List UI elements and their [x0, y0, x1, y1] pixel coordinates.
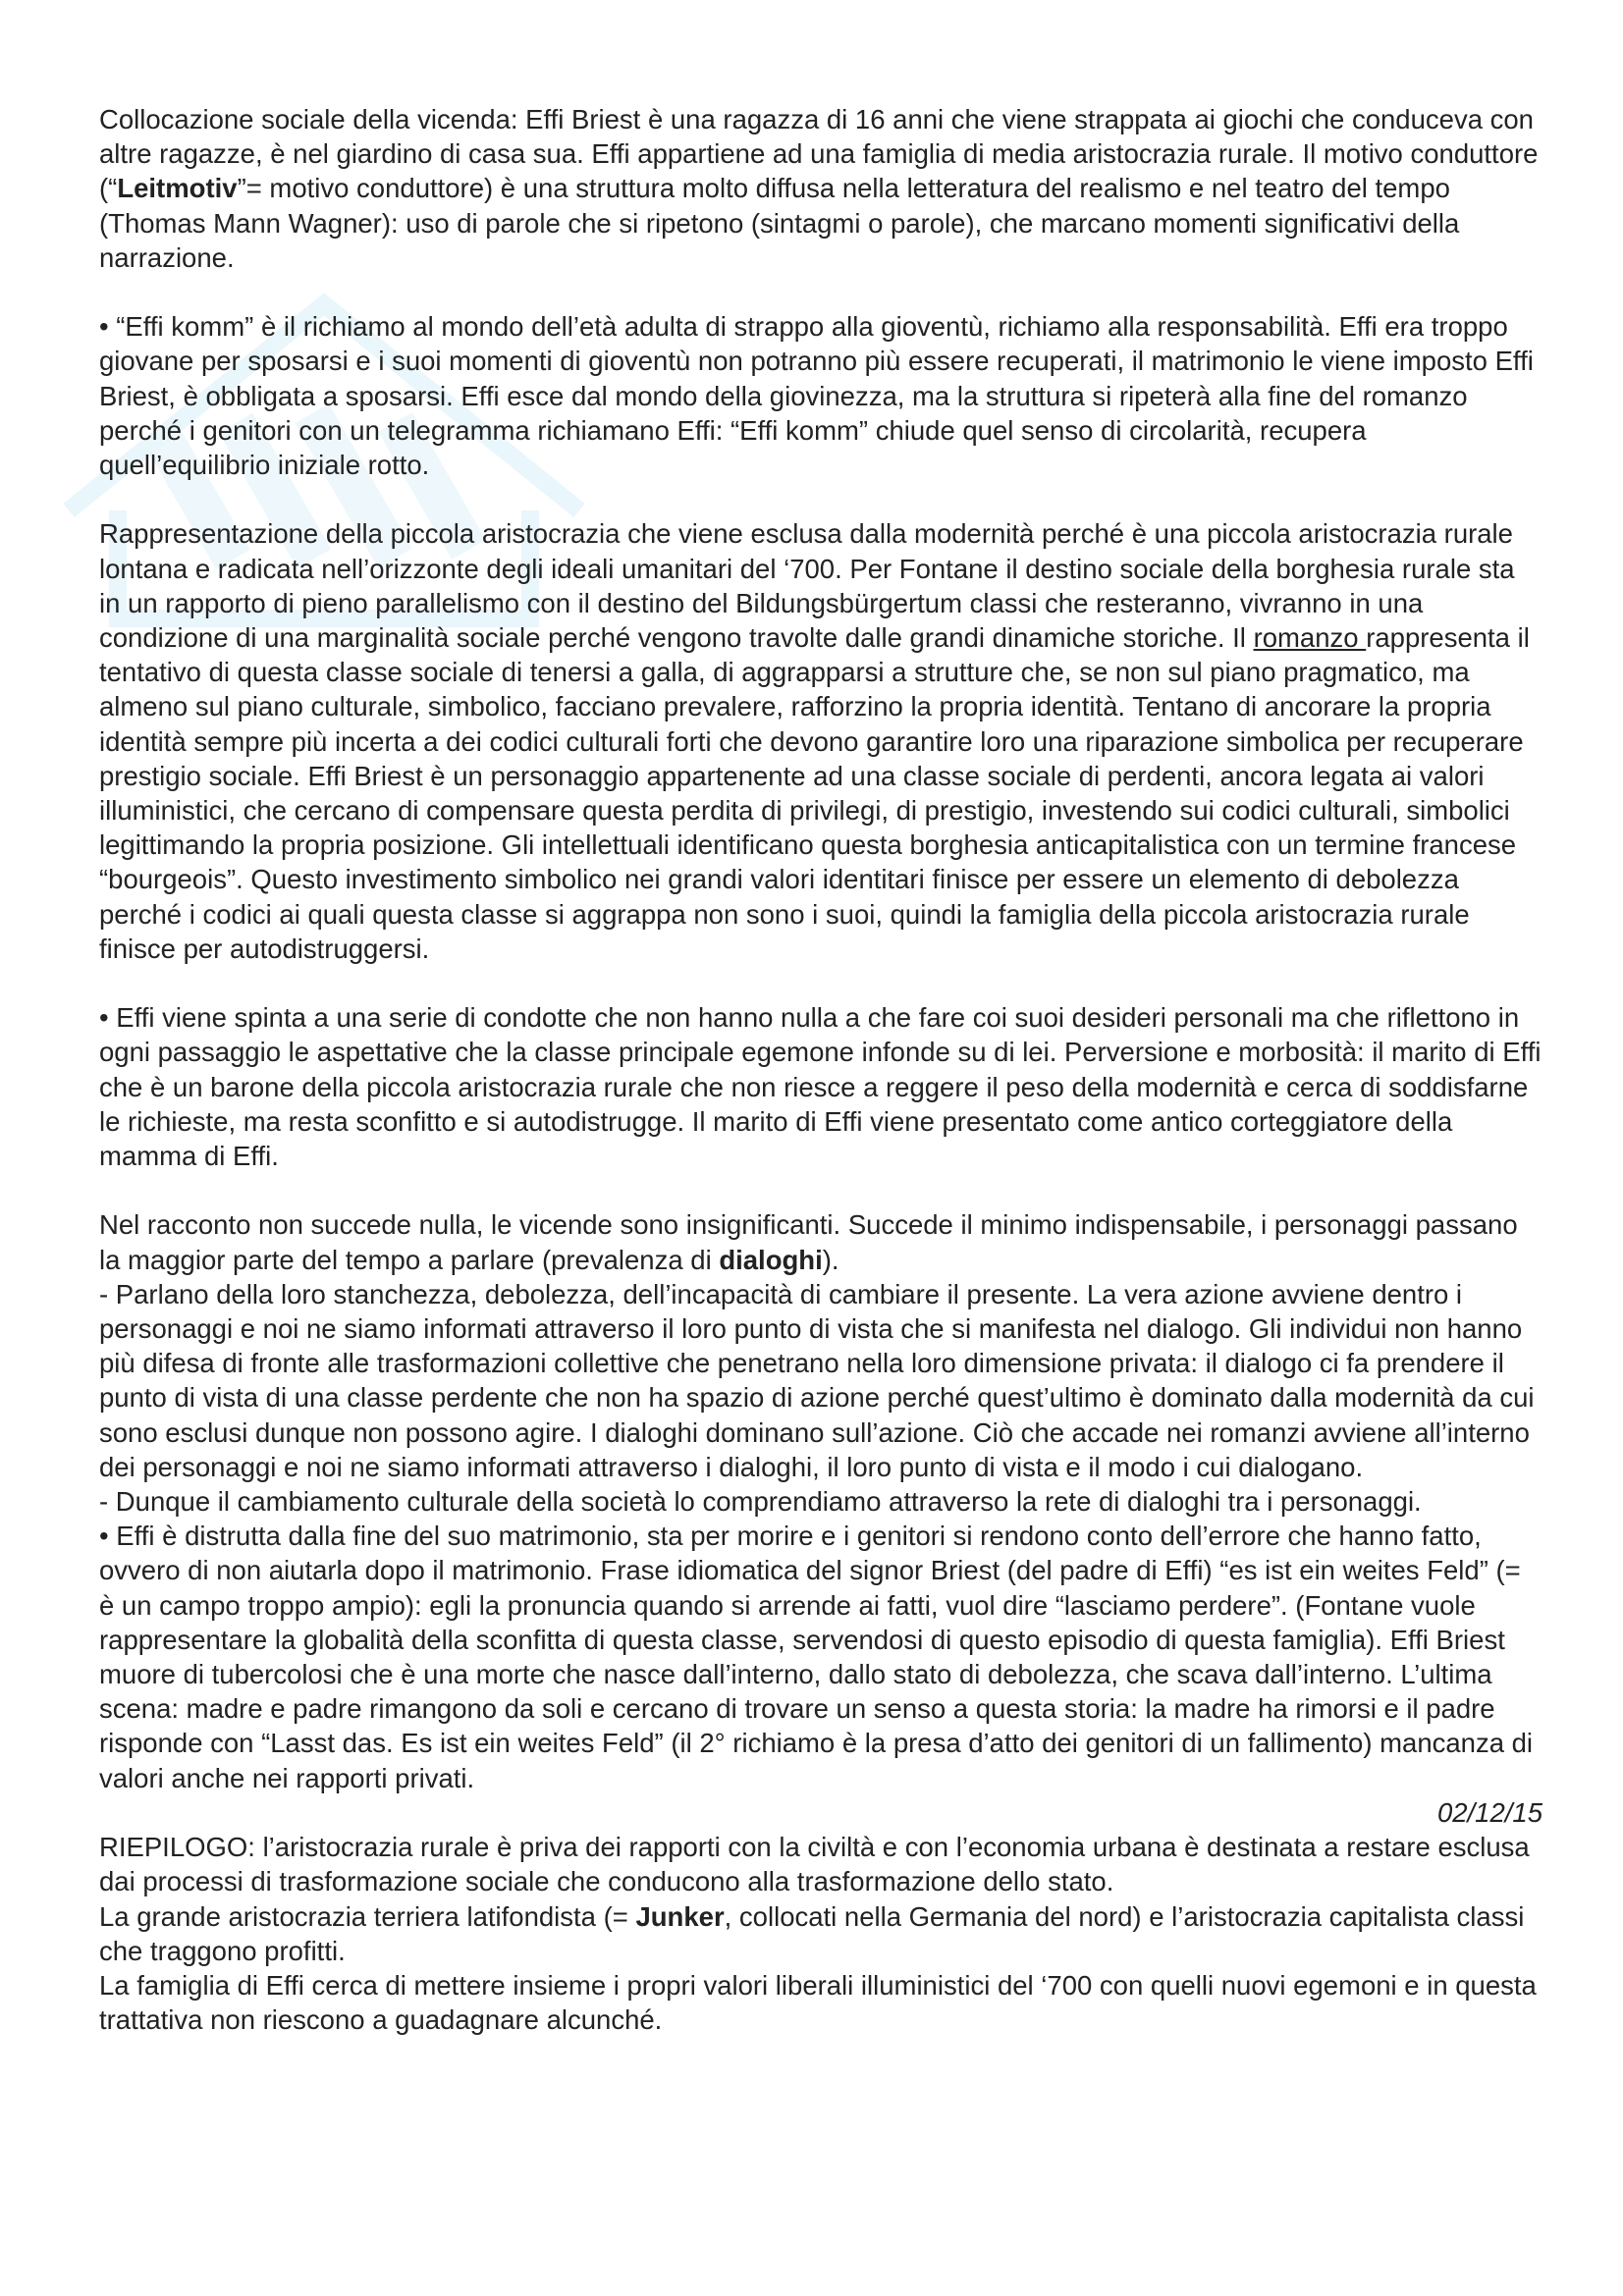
paragraph [99, 1207, 1542, 1276]
paragraph-spacer [99, 482, 1542, 516]
paragraph-spacer [99, 1173, 1542, 1207]
bold-term: Junker [635, 1900, 725, 1932]
underlined-term: romanzo [1253, 622, 1367, 654]
dash-paragraph: - Dunque il cambiamento culturale della società lo comprendiamo attraverso la rete di dialoghi tra i personaggi. [99, 1486, 1422, 1518]
bullet-paragraph: • Effi è distrutta dalla fine del suo matrimonio, sta per morire e i genitori si rendono conto dell’errore che hanno fatto, ovvero di non aiutarla dopo il matrimonio. Frase idiomatica del signor Briest (del padre di Effi) “es ist ein weites Feld” (= è un campo troppo ampio): egli la pronuncia quando si arrende ai fatti, vuol dire “lasciamo perdere”. (Fontane vuole rappresentare la globalità della sconfitta di questa classe, servendosi di questo episodio di questa famiglia). Effi Briest muore di tubercolosi che è una morte che nasce dall’interno, dallo stato di debolezza, che scava dall’interno. L’ultima scena: madre e padre rimangono da soli e cercano di trovare un senso a questa storia: la madre ha rimorsi e il padre risponde con “Lasst das. Es ist ein weites Feld” (il 2° richiamo è la presa d’atto dei genitori di un fallimento) mancanza di valori anche nei rapporti privati. [99, 1521, 1534, 1793]
paragraph-text: ). [822, 1244, 839, 1275]
paragraph [99, 1899, 1542, 1968]
paragraph-text: Nel racconto non succede nulla, le vicende sono insignificanti. Succede il minimo indispensabile, i personaggi passano la maggior parte del tempo a parlare (prevalenza di [99, 1209, 1518, 1275]
paragraph-text: La grande aristocrazia terriera latifondista (= [99, 1900, 636, 1932]
dash-paragraph: - Parlano della loro stanchezza, debolezza, dell’incapacità di cambiare il presente. La vera azione avviene dentro i personaggi e noi ne siamo informati attraverso il loro punto di vista che si manifesta nel dialogo. Gli individui non hanno più difesa di fronte alle trasformazioni collettive che penetrano nella loro dimensione privata: il dialogo ci fa prendere il punto di vista di una classe perdente che non ha spazio di azione perché quest’ultimo è dominato dalla modernità da cui sono esclusi dunque non possono agire. I dialoghi dominano sull’azione. Ciò che accade nei romanzi avviene all’interno dei personaggi e noi ne siamo informati attraverso i dialoghi, il loro punto di vista e il modo i cui dialogano. [99, 1278, 1535, 1482]
bullet-paragraph: • Effi viene spinta a una serie di condotte che non hanno nulla a che fare coi suoi desideri personali ma che riflettono in ogni passaggio le aspettative che la classe principale egemone infonde su di lei. Perversione e morbosità: il marito di Effi che è un barone della piccola aristocrazia rurale che non riesce a reggere il peso della modernità e cerca di soddisfarne le richieste, ma resta sconfitto e si autodistrugge. Il marito di Effi viene presentato come antico corteggiatore della mamma di Effi. [99, 1002, 1542, 1172]
paragraph-spacer [99, 275, 1542, 309]
paragraph-text: Collocazione sociale della vicenda: Effi Briest è una ragazza di 16 anni che viene strappata ai giochi che conduceva con altre ragazze, è nel giardino di casa sua. Effi appartiene ad una famiglia di media aristocrazia rurale. Il motivo conduttore (“ [99, 104, 1539, 204]
bullet-paragraph: • “Effi komm” è il richiamo al mondo dell’età adulta di strappo alla gioventù, richiamo alla responsabilità. Effi era troppo giovane per sposarsi e i suoi momenti di gioventù non potranno più essere recuperati, il matrimonio le viene imposto Effi Briest, è obbligata a sposarsi. Effi esce dal mondo della giovinezza, ma la struttura si ripeterà alla fine del romanzo perché i genitori con un telegramma richiamano Effi: “Effi komm” chiude quel senso di circolarità, recupera quell’equilibrio iniziale rotto. [99, 311, 1534, 481]
paragraph-text: rappresenta il tentativo di questa classe sociale di tenersi a galla, di aggrapparsi a strutture che, se non sul piano pragmatico, ma almeno sul piano culturale, simbolico, facciano prevalere, rafforzino la propria identità. Tentano di ancorare la propria identità sempre più incerta a dei codici culturali forti che devono garantire loro una riparazione simbolica per recuperare prestigio sociale. Effi Briest è un personaggio appartenente ad una classe sociale di perdenti, ancora legata ai valori illuministici, che cercano di compensare questa perdita di privilegi, di prestigio, investendo sui codici culturali, simbolici legittimando la propria posizione. Gli intellettuali identificano questa borghesia anticapitalistica con un termine francese “bourgeois”. Questo investimento simbolico nei grandi valori identitari finisce per essere un elemento di debolezza perché i codici ai quali questa classe si aggrappa non sono i suoi, quindi la famiglia della piccola aristocrazia rurale finisce per autodistruggersi. [99, 622, 1530, 964]
paragraph-text: Rappresentazione della piccola aristocrazia che viene esclusa dalla modernità perché è una piccola aristocrazia rurale lontana e radicata nell’orizzonte degli ideali umanitari del ‘700. Per Fontane il destino sociale della borghesia rurale sta in un rapporto di pieno parallelismo con il destino del Bildungsbürgertum classi che resteranno, vivranno in una condizione di una marginalità sociale perché vengono travolte dalle grandi dinamiche storiche. Il [99, 518, 1515, 654]
paragraph-spacer [99, 966, 1542, 1000]
paragraph-text: , collocati nella Germania del nord) e l’aristocrazia capitalista classi che traggono profitti. [99, 1900, 1525, 1966]
date-label: 02/12/15 [1436, 1796, 1542, 1828]
paragraph-text: ”= motivo conduttore) è una struttura molto diffusa nella letteratura del realismo e nel teatro del tempo (Thomas Mann Wagner): uso di parole che si ripetono (sintagmi o parole), che marcano momenti significativi della narrazione. [99, 173, 1460, 273]
paragraph [99, 516, 1542, 966]
bold-term: Leitmotiv [117, 173, 238, 204]
paragraph [99, 102, 1542, 275]
paragraph: La famiglia di Effi cerca di mettere insieme i propri valori liberali illuministici del ‘700 con quelli nuovi egemoni e in questa trattativa non riescono a guadagnare alcunché. [99, 1969, 1537, 2036]
bold-term: dialoghi [719, 1244, 823, 1275]
document-body [99, 102, 1542, 2037]
summary-paragraph: RIEPILOGO: l’aristocrazia rurale è priva dei rapporti con la civiltà e con l’economia urbana è destinata a restare esclusa dai processi di trasformazione sociale che conducono alla trasformazione dello stato. [99, 1832, 1530, 1897]
